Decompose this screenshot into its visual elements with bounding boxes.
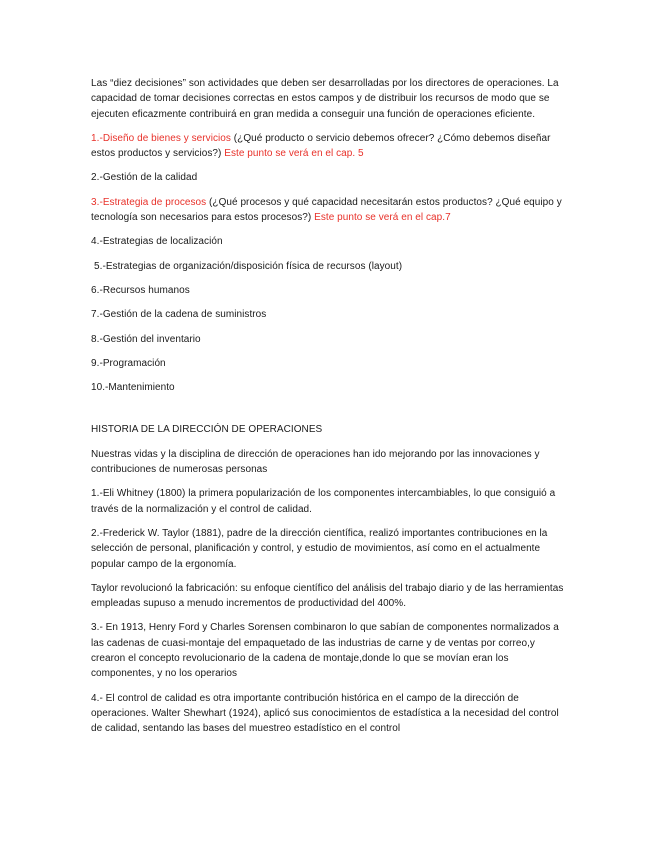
decision-3-title: 3.-Estrategia de procesos [91, 196, 207, 208]
decision-3 [91, 195, 571, 226]
history-item-2: 2.-Frederick W. Taylor (1881), padre de la dirección científica, realizó importantes contribuciones en la selección de personal, planificación y control, y estudio de movimientos, así como en el actualmente popular campo de la ergonomía. [91, 527, 548, 570]
history-item-3: 3.- En 1913, Henry Ford y Charles Sorensen combinaron lo que sabían de componentes normalizados a las cadenas de cuasi-montaje del empaquetado de las industrias de carne y de ventas por correo,y crearon el concepto revolucionario de la cadena de montaje,donde lo que se movían eran los componentes, y no los operarios [91, 622, 559, 680]
decision-9: 9.-Programación [91, 357, 166, 369]
decision-5: 5.-Estrategias de organización/disposición física de recursos (layout) [94, 260, 403, 272]
decision-4: 4.-Estrategias de localización [91, 236, 223, 248]
decision-7: 7.-Gestión de la cadena de suministros [91, 309, 267, 321]
decision-1-note: Este punto se verá en el cap. 5 [224, 148, 364, 160]
decision-1 [91, 131, 571, 162]
decision-10: 10.-Mantenimiento [91, 382, 175, 394]
decision-3-text: (¿Qué procesos y qué capacidad necesitarán estos productos? ¿Qué equipo y tecnología son necesarios para estos procesos?) [91, 196, 562, 224]
decision-3-note: Este punto se verá en el cap.7 [314, 212, 451, 224]
decision-8: 8.-Gestión del inventario [91, 333, 201, 345]
intro-paragraph: Las “diez decisiones” son actividades que deben ser desarrolladas por los directores de operaciones. La capacidad de tomar decisiones correctas en estos campos y de distribuir los recursos de modo que se ejecuten eficazmente contribuirá en gran medida a conseguir una función de operaciones eficiente. [91, 78, 559, 120]
history-item-2-continued: Taylor revolucionó la fabricación: su enfoque científico del análisis del trabajo diario y de las herramientas empleadas supuso a menudo incrementos de productividad del 400%. [91, 582, 564, 610]
history-item-1: 1.-Eli Whitney (1800) la primera popularización de los componentes intercambiables, lo que consiguió a través de la normalización y el control de calidad. [91, 488, 556, 515]
history-heading: HISTORIA DE LA DIRECCIÓN DE OPERACIONES [91, 424, 323, 436]
history-item-4: 4.- El control de calidad es otra importante contribución histórica en el campo de la dirección de operaciones. Walter Shewhart (1924), aplicó sus conocimientos de estadística a la necesidad del control de calidad, sentando las bases del muestreo estadístico en el control [91, 692, 559, 735]
decision-1-text: (¿Qué producto o servicio debemos ofrecer? ¿Cómo debemos diseñar estos productos y servicios?) [91, 132, 551, 160]
decision-1-title: 1.-Diseño de bienes y servicios [91, 132, 231, 144]
history-intro: Nuestras vidas y la disciplina de dirección de operaciones han ido mejorando por las innovaciones y contribuciones de numerosas personas [91, 448, 540, 476]
decision-6: 6.-Recursos humanos [91, 284, 190, 296]
decision-2: 2.-Gestión de la calidad [91, 172, 198, 184]
document-page [91, 76, 571, 746]
